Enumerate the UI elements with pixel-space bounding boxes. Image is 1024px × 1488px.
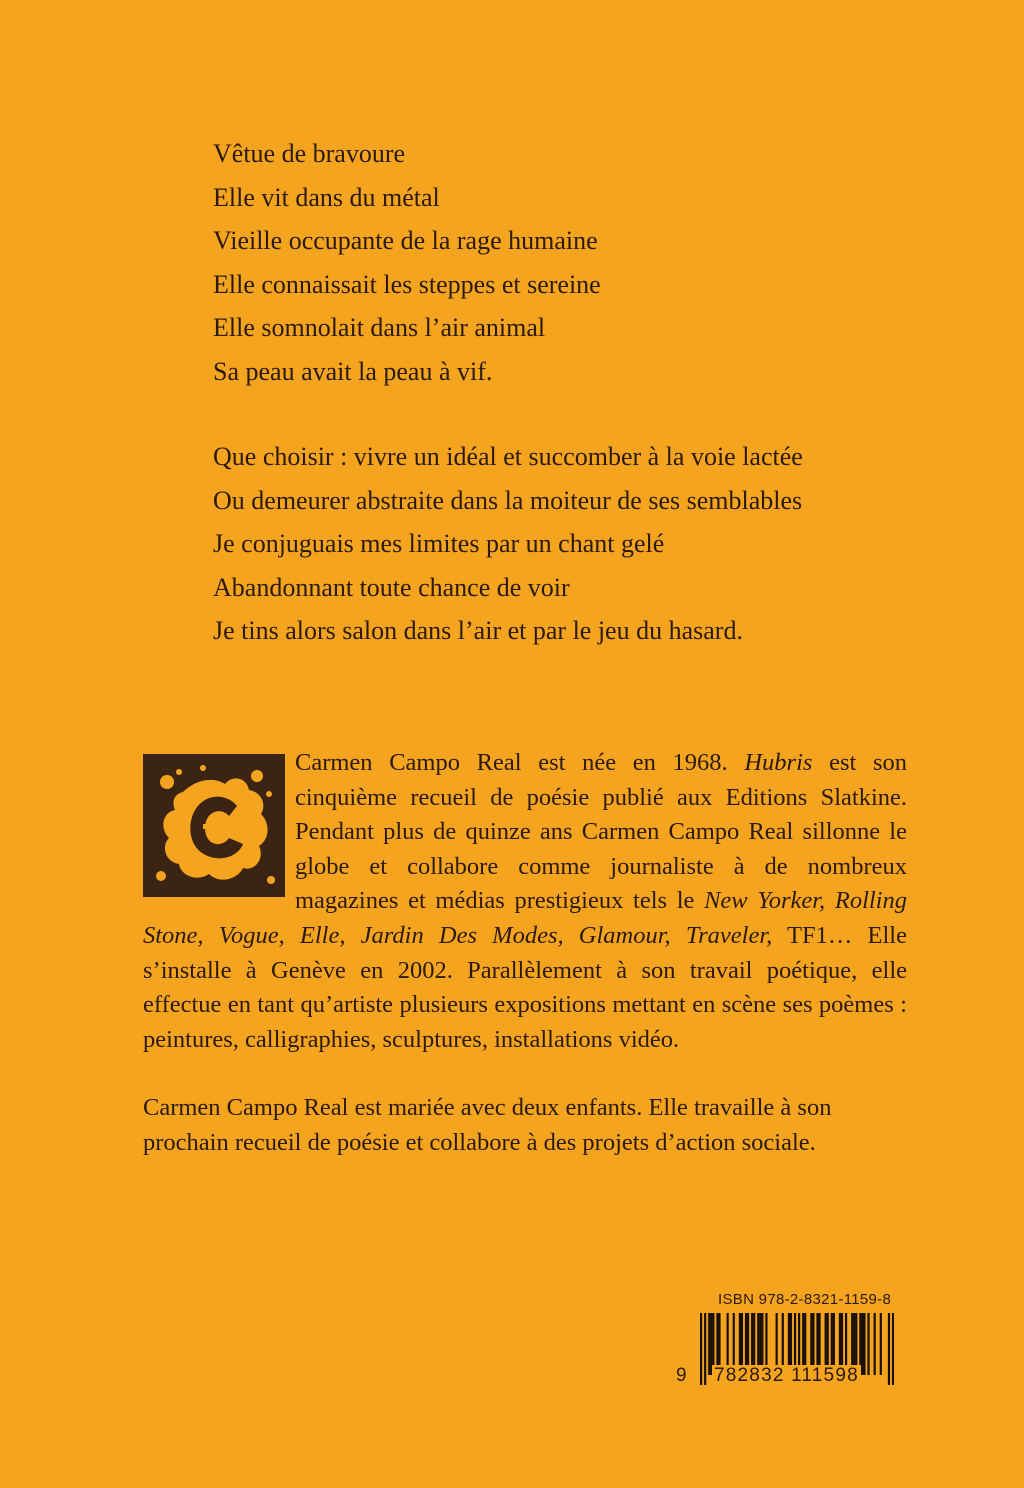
magazine-list: New Yorker, Rolling Stone, Vogue, Elle, Jardin Des Modes, Glamour, Traveler, bbox=[143, 887, 907, 949]
poem-stanza-2 bbox=[213, 435, 973, 653]
poem-line: Sa peau avait la peau à vif. bbox=[213, 356, 493, 386]
splash-c-logo bbox=[143, 754, 285, 897]
poem-line: Je tins alors salon dans l’air et par le jeu du hasard. bbox=[213, 616, 743, 645]
bio-text-geneva: TF1… Elle s’installe à Genève en 2002. Parallèlement à son travail poétique, elle effectue en tant qu’artiste plusieurs expositions mettant en scène ses poèmes : peintures, calligraphies, sculptures, installations vidéo. bbox=[143, 921, 907, 1053]
poem-line: Que choisir : vivre un idéal et succomber à la voie lactée bbox=[213, 442, 803, 471]
bio-paragraph-1 bbox=[143, 746, 907, 1057]
barcode-bar bbox=[867, 1313, 869, 1375]
barcode-bar bbox=[880, 1313, 882, 1375]
barcode-bar bbox=[861, 1313, 863, 1375]
poem-stanza-1 bbox=[213, 132, 973, 393]
barcode-first-digit: 9 bbox=[676, 1365, 687, 1386]
barcode-bar bbox=[892, 1313, 894, 1385]
poem bbox=[213, 132, 973, 653]
book-title: Hubris bbox=[744, 749, 813, 776]
poem-line: Vêtue de bravoure bbox=[213, 139, 406, 168]
barcode-bar bbox=[874, 1313, 876, 1375]
barcode-bar bbox=[888, 1313, 890, 1385]
poem-line: Ou demeurer abstraite dans la moiteur de ses semblables bbox=[213, 485, 803, 515]
poem-line: Abandonnant toute chance de voir bbox=[213, 572, 570, 602]
barcode-bar bbox=[708, 1313, 710, 1375]
publisher-logo-icon bbox=[143, 754, 285, 897]
poem-line: Elle somnolait dans l’air animal bbox=[213, 313, 546, 342]
barcode-digits: 782832 111598 bbox=[714, 1365, 859, 1386]
isbn-barcode bbox=[676, 1291, 897, 1407]
bio-text-intro: Carmen Campo Real est née en 1968. bbox=[295, 749, 745, 776]
barcode-bar bbox=[863, 1313, 865, 1375]
poem-line: Elle vit dans du métal bbox=[213, 182, 440, 212]
poem-line: Elle connaissait les steppes et sereine bbox=[213, 269, 601, 299]
barcode-bar bbox=[704, 1313, 706, 1385]
bio-text-career: est son cinquième recueil de poésie publié aux Editions Slatkine. Pendant plus de quinze ans Carmen Campo Real sillonne le globe et collabore comme journaliste à de nombreux magazines et médias prestigieux tels le bbox=[295, 749, 907, 915]
isbn-label: ISBN 978-2-8321-1159-8 bbox=[718, 1291, 892, 1308]
barcode-bar bbox=[700, 1313, 702, 1385]
poem-line: Vieille occupante de la rage humaine bbox=[213, 226, 598, 255]
bio-paragraph-2: Carmen Campo Real est mariée avec deux enfants. Elle travaille à son prochain recueil de poésie et collabore à des projets d’action sociale. bbox=[143, 1094, 832, 1156]
poem-line: Je conjuguais mes limites par un chant gelé bbox=[213, 529, 665, 558]
author-bio bbox=[143, 746, 907, 1161]
